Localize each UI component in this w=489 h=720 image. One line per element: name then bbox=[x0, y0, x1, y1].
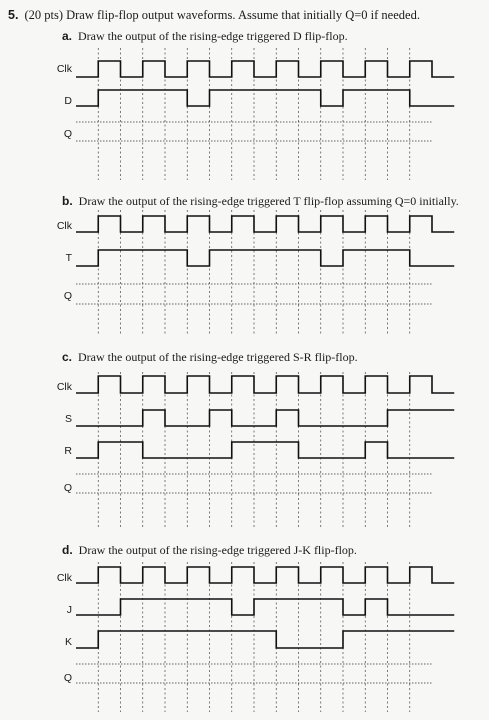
question-text: (20 pts) Draw flip-flop output waveforms. Assume that initially Q=0 if needed. bbox=[24, 8, 420, 22]
part-a-d-label: D bbox=[64, 95, 72, 107]
part-d-k-label: K bbox=[64, 636, 72, 648]
part-d-clk-label: Clk bbox=[56, 572, 72, 584]
part-b-text: Draw the output of the rising-edge triggered T flip-flop assuming Q=0 initially. bbox=[78, 194, 459, 208]
part-a-text: Draw the output of the rising-edge triggered D flip-flop. bbox=[78, 29, 348, 43]
part-a-clk-label: Clk bbox=[56, 63, 72, 75]
part-a-d-waveform bbox=[76, 90, 454, 106]
part-d-k-waveform bbox=[76, 631, 454, 648]
part-c-clk-label: Clk bbox=[56, 381, 72, 393]
question-number: 5. bbox=[8, 8, 19, 22]
part-b-clk-waveform bbox=[76, 216, 454, 232]
part-a-label: a. bbox=[62, 29, 73, 43]
part-c-clk-waveform bbox=[76, 376, 454, 393]
part-c-q-label: Q bbox=[63, 482, 72, 494]
part-c-r-label: R bbox=[64, 445, 72, 457]
part-c-s-label: S bbox=[64, 413, 72, 425]
part-d-text: Draw the output of the rising-edge triggered J-K flip-flop. bbox=[78, 543, 357, 557]
part-b-clk-label: Clk bbox=[56, 220, 72, 232]
part-d-q-label: Q bbox=[63, 672, 72, 684]
part-c-label: c. bbox=[62, 350, 73, 364]
part-d-j-label: J bbox=[66, 604, 72, 616]
part-b-t-waveform bbox=[76, 250, 454, 266]
part-b-q-label: Q bbox=[63, 290, 72, 302]
part-a-clk-waveform bbox=[76, 61, 454, 77]
part-d-j-waveform bbox=[76, 599, 454, 615]
part-b-t-label: T bbox=[65, 252, 72, 264]
part-b-label: b. bbox=[62, 194, 73, 208]
part-c-text: Draw the output of the rising-edge triggered S-R flip-flop. bbox=[78, 350, 358, 364]
part-c-s-waveform bbox=[76, 410, 454, 426]
part-a-q-label: Q bbox=[63, 128, 72, 140]
part-d-clk-waveform bbox=[76, 567, 454, 583]
part-d-label: d. bbox=[62, 543, 73, 557]
part-c-r-waveform bbox=[76, 442, 454, 458]
